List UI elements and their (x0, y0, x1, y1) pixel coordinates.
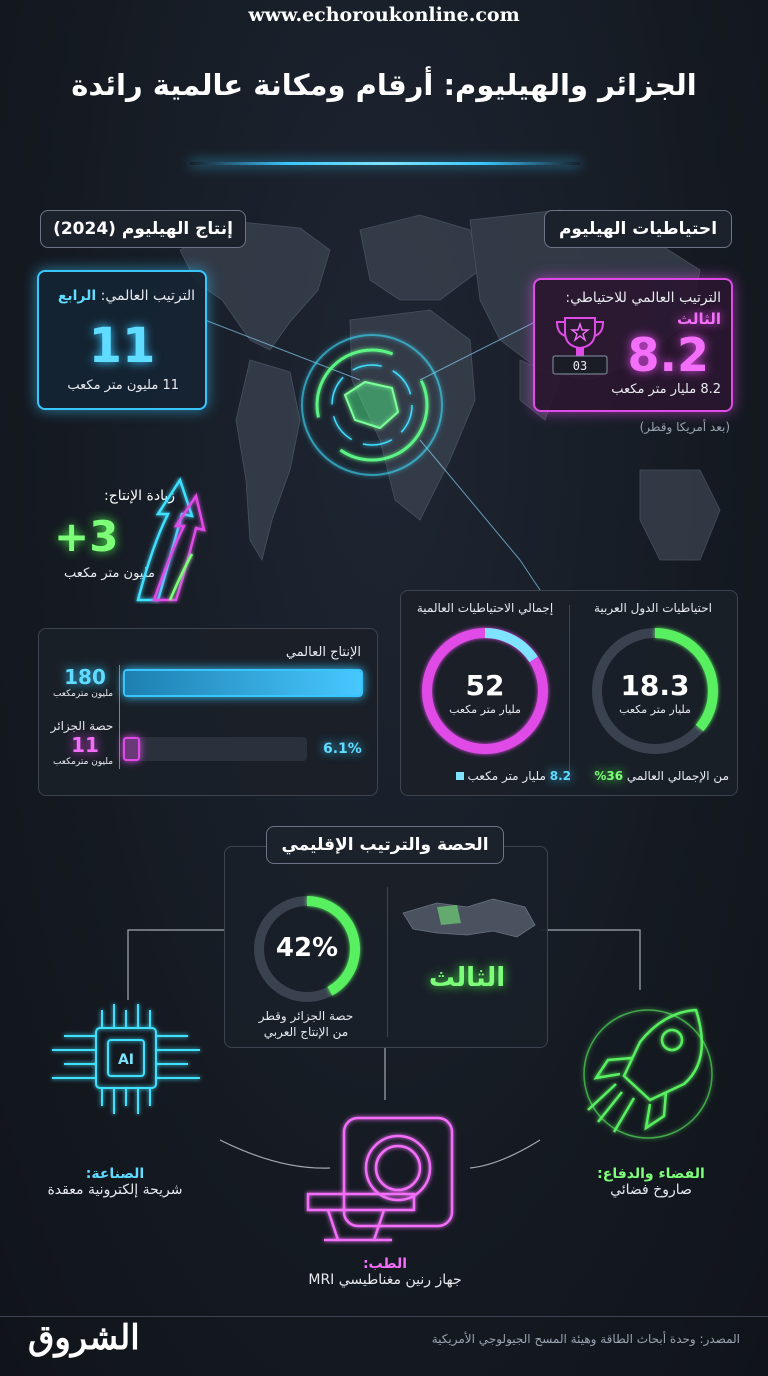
regional-rank: الثالث (428, 963, 506, 993)
industry-text: شريحة إلكترونية معقدة (47, 1182, 183, 1198)
reserves-note: (بعد أمريكا وقطر) (639, 420, 730, 434)
mri-icon (304, 1110, 464, 1250)
bar-world (125, 671, 361, 695)
site-url[interactable]: www.echoroukonline.com (248, 4, 520, 26)
footer-logo[interactable]: الشروق (28, 1318, 140, 1358)
space-text: صاروخ فضائي (610, 1182, 692, 1198)
bar-world-track (123, 669, 363, 697)
regional-panel (224, 846, 548, 1048)
regional-caption-1: حصة الجزائر وقطر (258, 1009, 354, 1023)
reserves-value: 8.2 (627, 328, 709, 382)
production-value: 11 (88, 318, 156, 374)
arab-reserves-share (577, 769, 729, 783)
arab-reserves-value: 18.3 (620, 669, 690, 702)
footer-source: المصدر: وحدة أبحاث الطاقة وهيئة المسح الجيولوجي الأمريكية (431, 1332, 740, 1346)
regional-caption-2: من الإنتاج العربي (263, 1025, 349, 1039)
reserves-rank-label: الترتيب العالمي للاحتياطي: (565, 290, 721, 306)
chip-label: AI (117, 1052, 135, 1068)
regional-percent: 42% (275, 933, 339, 963)
legend-swatch (456, 772, 464, 780)
medicine-text: جهاز رنين مغناطيسي MRI (308, 1272, 462, 1288)
chip-icon (44, 1000, 208, 1120)
arab-share-percent: 36% (594, 769, 624, 783)
space-title: الفضاء والدفاع: (597, 1166, 705, 1182)
increase-label: زيادة الإنتاج: (104, 488, 175, 504)
production-rank-row (45, 288, 195, 304)
production-header: إنتاج الهيليوم (2024) (40, 210, 246, 248)
bar-dz (123, 737, 140, 761)
bar-dz-percent: 6.1% (323, 741, 362, 757)
production-bars-panel (38, 628, 378, 796)
world-reserves-unit: مليار متر مكعب (449, 703, 521, 716)
bar-dz-track (123, 737, 307, 761)
donut-divider (569, 605, 570, 781)
reserves-donuts-panel (400, 590, 738, 796)
arab-reserves-title: احتياطيات الدول العربية (593, 601, 712, 615)
trophy-rank: 03 (572, 359, 588, 373)
page-title: الجزائر والهيليوم: أرقام ومكانة عالمية رائدة (71, 68, 697, 102)
arab-world-map (397, 885, 541, 951)
regional-divider (387, 887, 388, 1037)
medicine-caption (270, 1256, 500, 1288)
medicine-title: الطب: (362, 1256, 408, 1272)
growth-arrow-icon (130, 476, 208, 604)
legend-unit: مليار متر مكعب (467, 769, 546, 783)
production-unit: 11 مليون متر مكعب (67, 378, 179, 393)
space-caption (556, 1166, 746, 1198)
reserves-unit: 8.2 مليار متر مكعب (611, 382, 721, 397)
rocket-icon (576, 998, 724, 1148)
trophy-icon (549, 314, 611, 376)
bar-dz-unit: مليون مترمكعب (52, 757, 114, 767)
reserves-card (533, 278, 733, 412)
industry-title: الصناعة: (85, 1166, 145, 1182)
production-card (37, 270, 207, 410)
bar-dz-label: حصة الجزائر (50, 719, 114, 733)
bar-world-unit: مليون مترمكعب (52, 689, 114, 699)
reserves-header: احتياطيات الهيليوم (544, 210, 732, 248)
bars-axis (119, 665, 120, 769)
bar-world-value: 180 (64, 665, 106, 689)
footer-divider (0, 1316, 768, 1317)
increase-value: +3 (54, 512, 119, 561)
production-rank-value: الرابع (57, 288, 97, 304)
world-reserves-legend (411, 769, 571, 783)
world-reserves-value: 52 (465, 669, 505, 702)
production-rank-label: الترتيب العالمي: (100, 288, 195, 304)
industry-caption (20, 1166, 210, 1198)
bar-dz-value: 11 (71, 733, 99, 757)
arab-reserves-unit: مليار متر مكعب (619, 703, 691, 716)
arab-share-label: من الإجمالي العالمي (626, 769, 729, 783)
increase-unit: مليون متر مكعب (64, 566, 155, 581)
legend-value: 8.2 (549, 769, 571, 783)
title-divider (190, 162, 580, 165)
world-reserves-title: إجمالي الاحتياطيات العالمية (416, 601, 554, 615)
bars-title: الإنتاج العالمي (285, 645, 361, 660)
regional-header: الحصة والترتيب الإقليمي (266, 826, 504, 864)
reserves-rank-value: الثالث (676, 310, 721, 328)
